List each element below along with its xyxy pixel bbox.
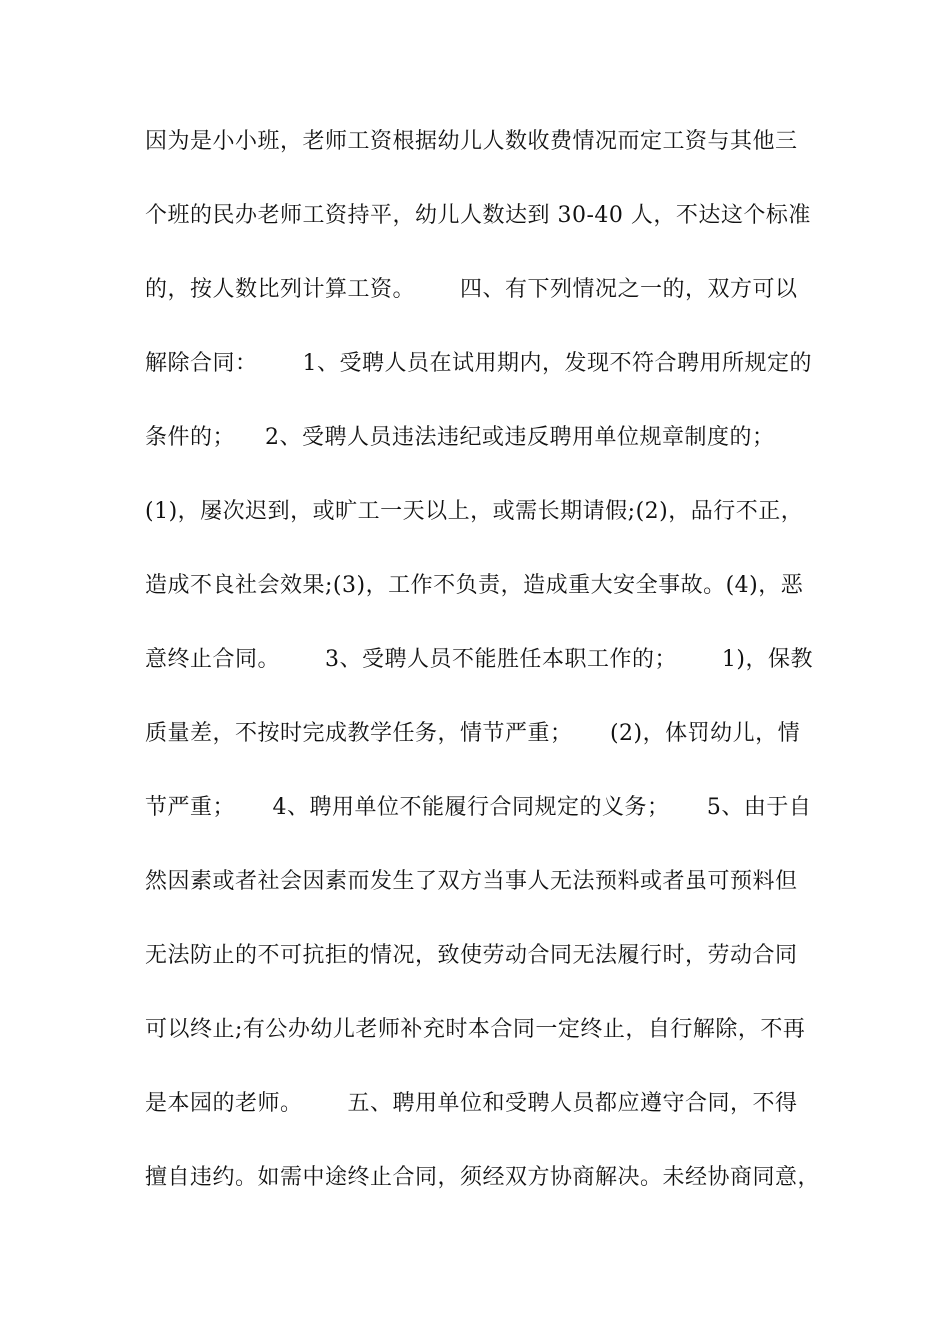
text-line: 是本园的老师。 五、聘用单位和受聘人员都应遵守合同，不得 xyxy=(145,1091,798,1116)
text-line: 然因素或者社会因素而发生了双方当事人无法预料或者虽可预料但 xyxy=(145,869,798,894)
text-line: 节严重； 4、聘用单位不能履行合同规定的义务； 5、由于自 xyxy=(145,795,812,820)
text-line: 的，按人数比列计算工资。 四、有下列情况之一的，双方可以 xyxy=(145,277,798,302)
text-line: 造成不良社会效果;(3)，工作不负责，造成重大安全事故。(4)，恶 xyxy=(145,573,804,598)
text-line: (1)，屡次迟到，或旷工一天以上，或需长期请假;(2)，品行不正， xyxy=(145,499,804,524)
text-line: 意终止合同。 3、受聘人员不能胜任本职工作的； 1)，保教 xyxy=(145,647,813,672)
text-line: 条件的； 2、受聘人员违法违纪或违反聘用单位规章制度的； xyxy=(145,425,775,450)
text-line: 个班的民办老师工资持平，幼儿人数达到 30-40 人，不达这个标准 xyxy=(145,203,811,228)
text-line: 解除合同： 1、受聘人员在试用期内，发现不符合聘用所规定的 xyxy=(145,351,812,376)
text-line: 无法防止的不可抗拒的情况，致使劳动合同无法履行时，劳动合同 xyxy=(145,943,798,968)
text-line: 因为是小小班，老师工资根据幼儿人数收费情况而定工资与其他三 xyxy=(145,129,798,154)
text-line: 擅自违约。如需中途终止合同，须经双方协商解决。未经协商同意， xyxy=(145,1165,821,1190)
body-text xyxy=(145,129,821,1240)
text-line: 质量差，不按时完成教学任务，情节严重； (2)，体罚幼儿，情 xyxy=(145,721,801,746)
text-line: 可以终止;有公办幼儿老师补充时本合同一定终止，自行解除，不再 xyxy=(145,1017,806,1042)
